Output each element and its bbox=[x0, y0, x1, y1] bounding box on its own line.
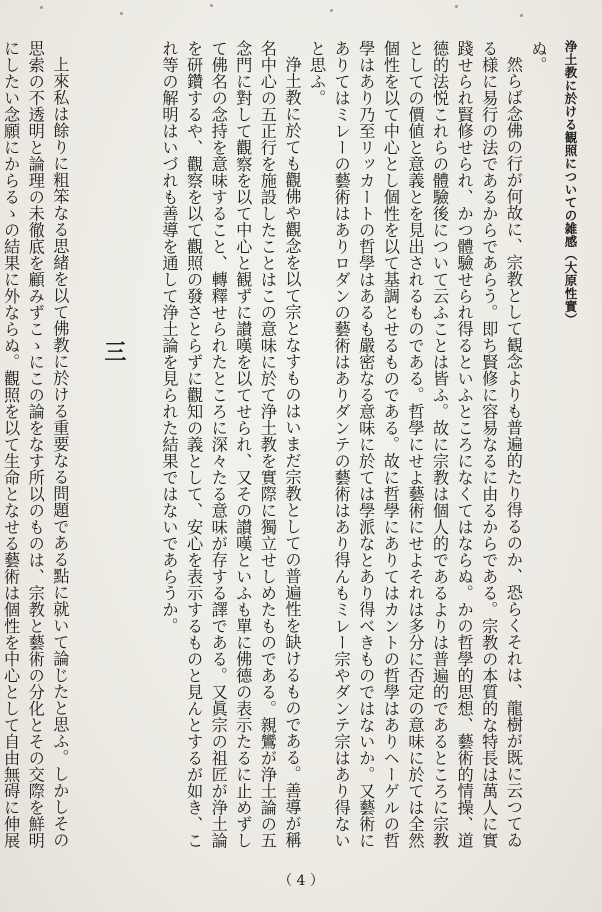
paragraph-p4: 上來私は餘りに粗笨なる思緒を以て佛教に於ける重要なる問題である點に就いて論じたと思ふ。しかしその思索の不透明と論理の未徹底を顧みずこゝにこの論をなす所以のものは、宗教と藝術の分化とその交際を鮮明にしたい念願にからるゝの結果に外ならぬ。觀照を以て生命となせる藝術は個性を中心として自由無碍に伸展 bbox=[1, 40, 70, 849]
paragraph-p1: ぬ。 bbox=[528, 40, 548, 73]
scan-speck bbox=[120, 12, 123, 15]
page-number: （ 4 ） bbox=[278, 873, 324, 889]
running-head: 浄土教に於ける観照についての雑感（大原性實） bbox=[563, 40, 578, 326]
section-number: 三 bbox=[100, 340, 127, 362]
scan-speck bbox=[520, 14, 523, 17]
paragraph-p2: 然らば念佛の行が何故に、宗教として観念よりも普遍的たり得るのか、恐らくそれは、龍樹が既に云つてゐる様に易行の法であるからであらう。即ち賢修に容易なるに由るからである。宗教の本質的な特長は萬人に實踐せられ賢修せられ、かつ體驗せられ得るといふところになくてはならぬ。かの哲學的思想、藝術的情操、道德的法悦これらの體驗後について云ふことは皆ふ。故に宗教は個人的であるよりは普遍的であるところに宗教としての價値と意義とを見出されるものである。哲學にせよ藝術にせよそれは多分に否定の意味に於ては全然個性を以て中心とし個性を以て基調とせるものである。故に哲學にありてはカントの哲學はありヘーゲルの哲學はあり乃至リッカートの哲學はあるも嚴密なる意味に於ては學派なとあり得べきものではないか。又藝術にありてはミレーの藝術はありロダンの藝術はありダンテの藝術はあり得んもミレー宗やダンテ宗はあり得ないと思ふ。 bbox=[307, 40, 523, 849]
paragraph-p3: 浄土教に於ても觀佛や觀念を以て宗となすものはいまだ宗教としての普遍性を缺けるものである。善導が稱名中心の五正行を施設したことはこの意味に於て浄土教を實際に獨立せしめたものである。親鸞が浄土論の五念門に對して觀察を以て中心と観ずに讃嘆を以てせられ、又その讃嘆といふも單に佛德の表示たるに止めずして佛名の念持を意味すること、轉釋せられたところに深々たる意味が存する譯である。又眞宗の祖匠が浄土論を研鑽するや、觀察を以て觀照の發さとらずに觀知の義として、安心を表示するものと見んとするが如き、これ等の解明はいづれも善導を通して浄土論を見られた結果ではないであらうか。 bbox=[159, 40, 302, 849]
scan-speck bbox=[330, 9, 333, 12]
scan-speck bbox=[40, 6, 43, 9]
scan-speck bbox=[210, 4, 213, 7]
vertical-body-text bbox=[1, 40, 582, 860]
scan-speck bbox=[455, 5, 458, 8]
